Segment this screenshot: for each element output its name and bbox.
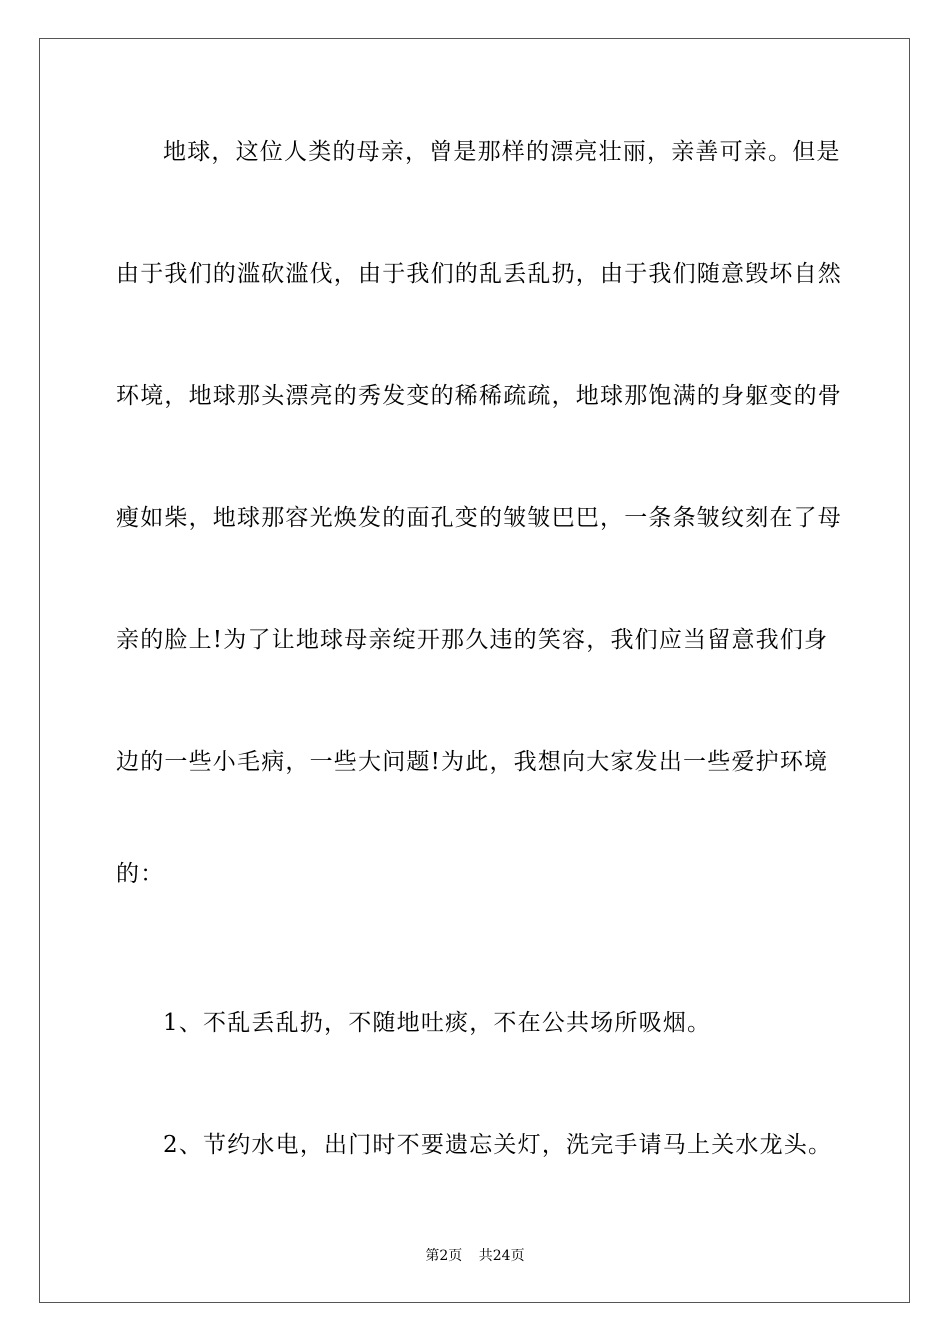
page-border	[39, 38, 910, 1303]
paragraph-line-6: 边的一些小毛病，一些大问题!为此，我想向大家发出一些爱护环境	[116, 749, 829, 775]
paragraph-line-5: 亲的脸上!为了让地球母亲绽开那久违的笑容，我们应当留意我们身	[116, 627, 829, 653]
paragraph-line-3: 环境，地球那头漂亮的秀发变的稀稀疏疏，地球那饱满的身躯变的骨	[116, 383, 842, 409]
paragraph-line-1: 地球，这位人类的母亲，曾是那样的漂亮壮丽，亲善可亲。但是	[163, 139, 841, 165]
paragraph-line-7: 的：	[116, 861, 165, 887]
list-item-1: 1、不乱丢乱扔，不随地吐痰，不在公共场所吸烟。	[163, 1010, 712, 1036]
paragraph-line-4: 瘦如柴，地球那容光焕发的面孔变的皱皱巴巴，一条条皱纹刻在了母	[116, 505, 842, 531]
page-footer	[0, 1246, 950, 1266]
page-number: 第2页	[425, 1248, 463, 1264]
list-item-2: 2、节约水电，出门时不要遗忘关灯，洗完手请马上关水龙头。	[163, 1132, 833, 1158]
page-total: 共24页	[478, 1248, 525, 1264]
paragraph-line-2: 由于我们的滥砍滥伐，由于我们的乱丢乱扔，由于我们随意毁坏自然	[116, 261, 842, 287]
